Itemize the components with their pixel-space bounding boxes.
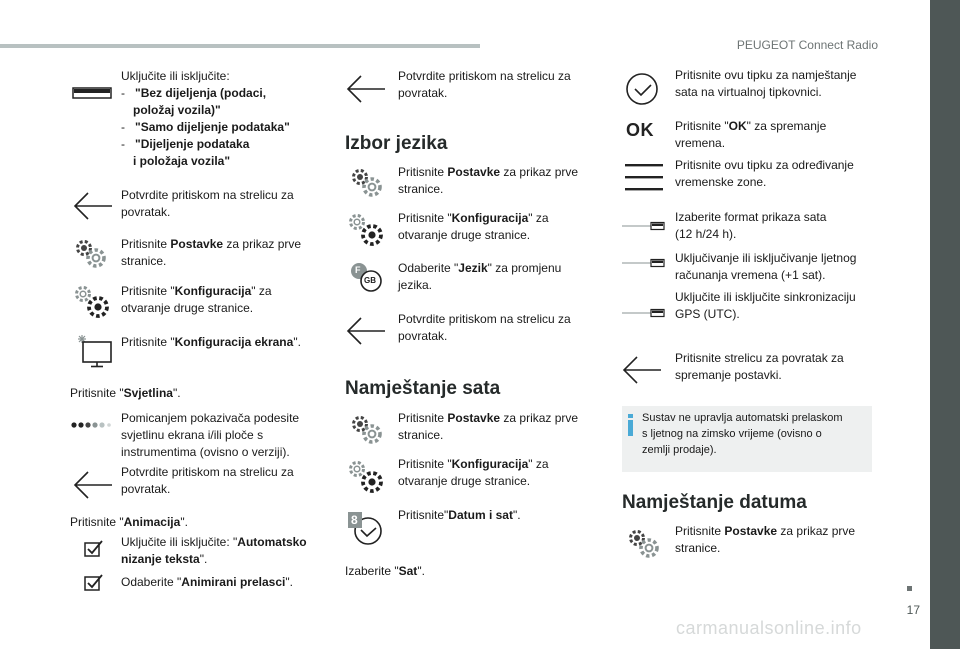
running-header: PEUGEOT Connect Radio bbox=[736, 38, 878, 52]
gps-sync-text: Uključite ili isključite sinkronizaciju GPS (UTC). bbox=[675, 290, 856, 321]
slider-text: Pomicanjem pokazivača podesite svjetlinu ekrana i/ili ploče s instrumentima (ovisno o verziji). bbox=[121, 411, 300, 459]
time-format-text: Izaberite format prikaza sata (12 h/24 h). bbox=[675, 210, 827, 241]
section-heading-date: Namještanje datuma bbox=[622, 492, 807, 513]
confirm-check-icon bbox=[624, 72, 660, 106]
language-gb-label: GB bbox=[364, 276, 376, 285]
section-heading-language: Izbor jezika bbox=[345, 133, 448, 154]
brightness-slider-icon bbox=[71, 420, 111, 430]
settings-gears-icon bbox=[73, 238, 109, 270]
select-clock-text: Izaberite "Sat". bbox=[345, 564, 425, 578]
section-heading-time: Namještanje sata bbox=[345, 378, 501, 399]
back-save-text: Pritisnite strelicu za povratak za spremanje postavki. bbox=[675, 351, 844, 382]
settings-text-lang: Pritisnite Postavke za prikaz prve stranice. bbox=[398, 165, 579, 196]
back-confirm-text-2: Potvrdite pritiskom na strelicu za povratak. bbox=[121, 465, 294, 496]
configuration-text: Pritisnite "Konfiguracija" za otvaranje druge stranice. bbox=[121, 284, 272, 315]
toggle-switch-icon bbox=[72, 86, 112, 100]
screen-config-text: Pritisnite "Konfiguracija ekrana". bbox=[121, 335, 301, 349]
ok-text: Pritisnite "OK" za spremanje vremena. bbox=[675, 119, 827, 150]
top-rule bbox=[0, 44, 480, 48]
page-number: 17 bbox=[906, 603, 920, 617]
settings-gears-icon bbox=[349, 414, 385, 446]
toggle-switch-icon bbox=[621, 308, 665, 318]
back-arrow-icon bbox=[72, 191, 114, 221]
clock-calendar-icon bbox=[348, 510, 384, 548]
toggle-switch-icon bbox=[621, 221, 665, 231]
toggle-switch-icon bbox=[621, 258, 665, 268]
language-text: Odaberite "Jezik" za promjenu jezika. bbox=[398, 261, 562, 292]
back-arrow-icon bbox=[621, 355, 663, 385]
animated-transitions-text: Odaberite "Animirani prelasci". bbox=[121, 575, 293, 589]
calendar-day-badge: 8 bbox=[351, 513, 358, 527]
back-arrow-icon bbox=[72, 470, 114, 500]
dst-text: Uključivanje ili isključivanje ljetnog računanja vremena (+1 sat). bbox=[675, 251, 857, 282]
keyboard-text: Pritisnite ovu tipku za namještanje sata na virtualnoj tipkovnici. bbox=[675, 68, 857, 99]
settings-text-date: Pritisnite Postavke za prikaz prve stranice. bbox=[675, 524, 856, 555]
checkbox-checked-icon bbox=[84, 574, 104, 591]
page-edge-bar bbox=[930, 0, 960, 649]
checkbox-checked-icon bbox=[84, 540, 104, 557]
settings-gears-icon bbox=[349, 167, 385, 199]
info-icon bbox=[628, 414, 633, 436]
settings-text: Pritisnite Postavke za prikaz prve stranice. bbox=[121, 237, 302, 268]
continue-marker bbox=[907, 586, 912, 591]
language-flag-icon bbox=[349, 262, 385, 292]
date-time-text: Pritisnite"Datum i sat". bbox=[398, 508, 521, 522]
info-note-box bbox=[622, 406, 872, 472]
configuration-gears-icon bbox=[347, 459, 385, 495]
back-confirm-text-lang: Potvrdite pritiskom na strelicu za povratak. bbox=[398, 312, 571, 343]
language-f-label: F bbox=[355, 265, 361, 275]
screen-brightness-icon bbox=[74, 334, 114, 368]
brightness-instruction: Pritisnite "Svjetlina". bbox=[70, 386, 181, 400]
info-note-text: Sustav ne upravlja automatski prelaskom s ljetnog na zimsko vrijeme (ovisno o zemlji prodaje). bbox=[642, 412, 843, 456]
animation-instruction: Pritisnite "Animacija". bbox=[70, 515, 188, 529]
configuration-gears-icon bbox=[73, 284, 111, 320]
watermark: carmanualsonline.info bbox=[676, 618, 862, 638]
configuration-text-lang: Pritisnite "Konfiguracija" za otvaranje druge stranice. bbox=[398, 211, 549, 242]
back-confirm-text: Potvrdite pritiskom na strelicu za povratak. bbox=[121, 188, 294, 219]
back-arrow-icon bbox=[345, 316, 387, 346]
menu-list-icon bbox=[624, 162, 664, 192]
timezone-text: Pritisnite ovu tipku za određivanje vremenske zone. bbox=[675, 158, 854, 189]
auto-scroll-text: Uključite ili isključite: "Automatsko nizanje teksta". bbox=[121, 535, 307, 566]
configuration-text-time: Pritisnite "Konfiguracija" za otvaranje druge stranice. bbox=[398, 457, 549, 488]
back-confirm-text-col2: Potvrdite pritiskom na strelicu za povratak. bbox=[398, 69, 571, 100]
back-arrow-icon bbox=[345, 74, 387, 104]
configuration-gears-icon bbox=[347, 212, 385, 248]
sharing-toggle-text: Uključite ili isključite: - "Bez dijeljenja (podaci, položaj vozila)" - "Samo dijeljenje podataka" - "Dijeljenje podataka i položaja vozila" bbox=[121, 69, 290, 168]
settings-gears-icon bbox=[626, 528, 662, 560]
settings-text-time: Pritisnite Postavke za prikaz prve stranice. bbox=[398, 411, 579, 442]
ok-icon: OK bbox=[626, 120, 654, 140]
